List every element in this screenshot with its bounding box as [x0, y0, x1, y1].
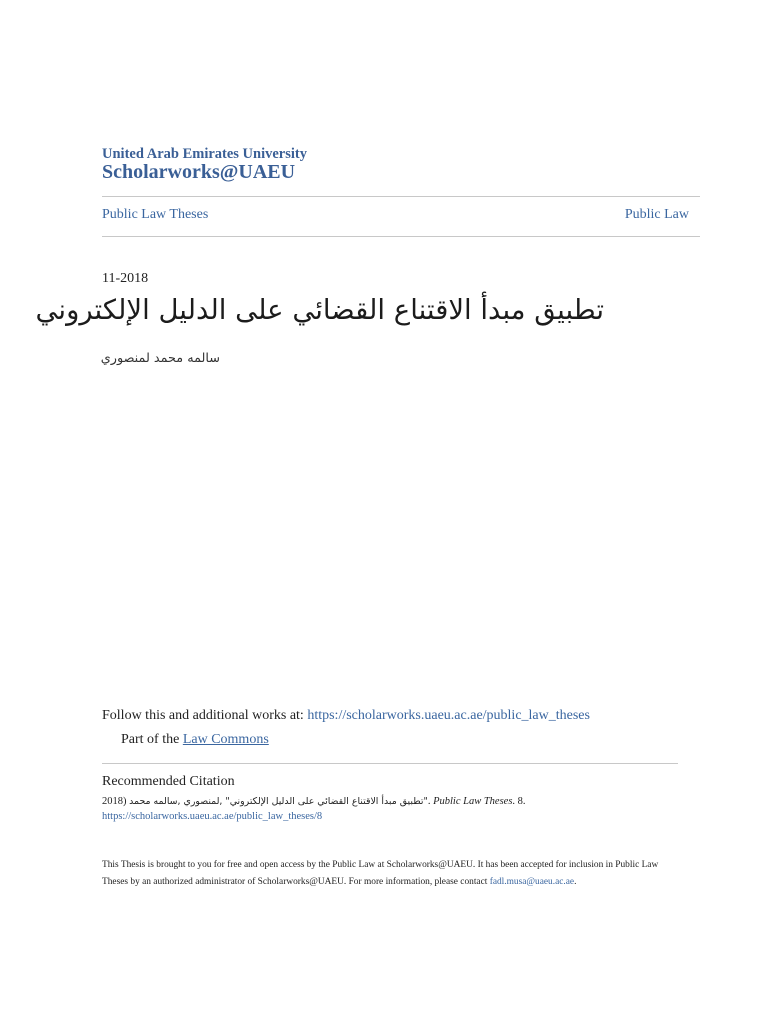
series-url-link[interactable]: https://scholarworks.uaeu.ac.ae/public_law_theses	[307, 708, 590, 723]
author-name: سالمه محمد لمنصوري	[100, 351, 220, 366]
citation-text	[102, 796, 526, 807]
nav-divider	[102, 236, 700, 237]
citation-year: 2018)	[102, 796, 130, 807]
notice-end: .	[574, 877, 577, 887]
part-of-line	[121, 732, 269, 748]
publication-date: 11-2018	[102, 271, 149, 286]
citation-url-link[interactable]: https://scholarworks.uaeu.ac.ae/public_law_theses/8	[102, 811, 323, 822]
law-commons-link[interactable]: Law Commons	[182, 732, 269, 747]
citation-arabic: "تطبيق مبدأ الاقتناع القضائي على الدليل الإلكتروني" ,لمنصوري ,سالمه محمد	[129, 796, 428, 807]
series-link[interactable]: Public Law Theses	[102, 207, 209, 222]
citation-number: . 8.	[512, 796, 526, 807]
citation-series: Public Law Theses	[433, 796, 513, 807]
university-name: United Arab Emirates University	[102, 146, 307, 162]
notice-text: This Thesis is brought to you for free and open access by the Public Law at Scholarworks@UAEU. It has been accepted for inclusion in Public Law Theses by an authorized administrator of Scholarworks@UAEU. For more information, please contact	[102, 860, 659, 887]
citation-url-line	[102, 811, 322, 822]
follow-line	[102, 708, 590, 724]
part-of-prefix: Part of the	[121, 732, 180, 747]
citation-divider	[102, 763, 678, 764]
contact-email-link[interactable]: fadl.musa@uaeu.ac.ae	[489, 877, 575, 887]
discipline-link[interactable]: Public Law	[624, 207, 689, 222]
follow-prefix: Follow this and additional works at:	[102, 708, 304, 723]
thesis-title: تطبيق مبدأ الاقتناع القضائي على الدليل الإلكتروني	[35, 294, 604, 326]
top-divider	[102, 196, 700, 197]
access-notice	[102, 857, 662, 891]
repository-name[interactable]: Scholarworks@UAEU	[102, 161, 296, 183]
citation-heading: Recommended Citation	[102, 774, 235, 789]
citation-after-arabic: .	[427, 796, 434, 807]
